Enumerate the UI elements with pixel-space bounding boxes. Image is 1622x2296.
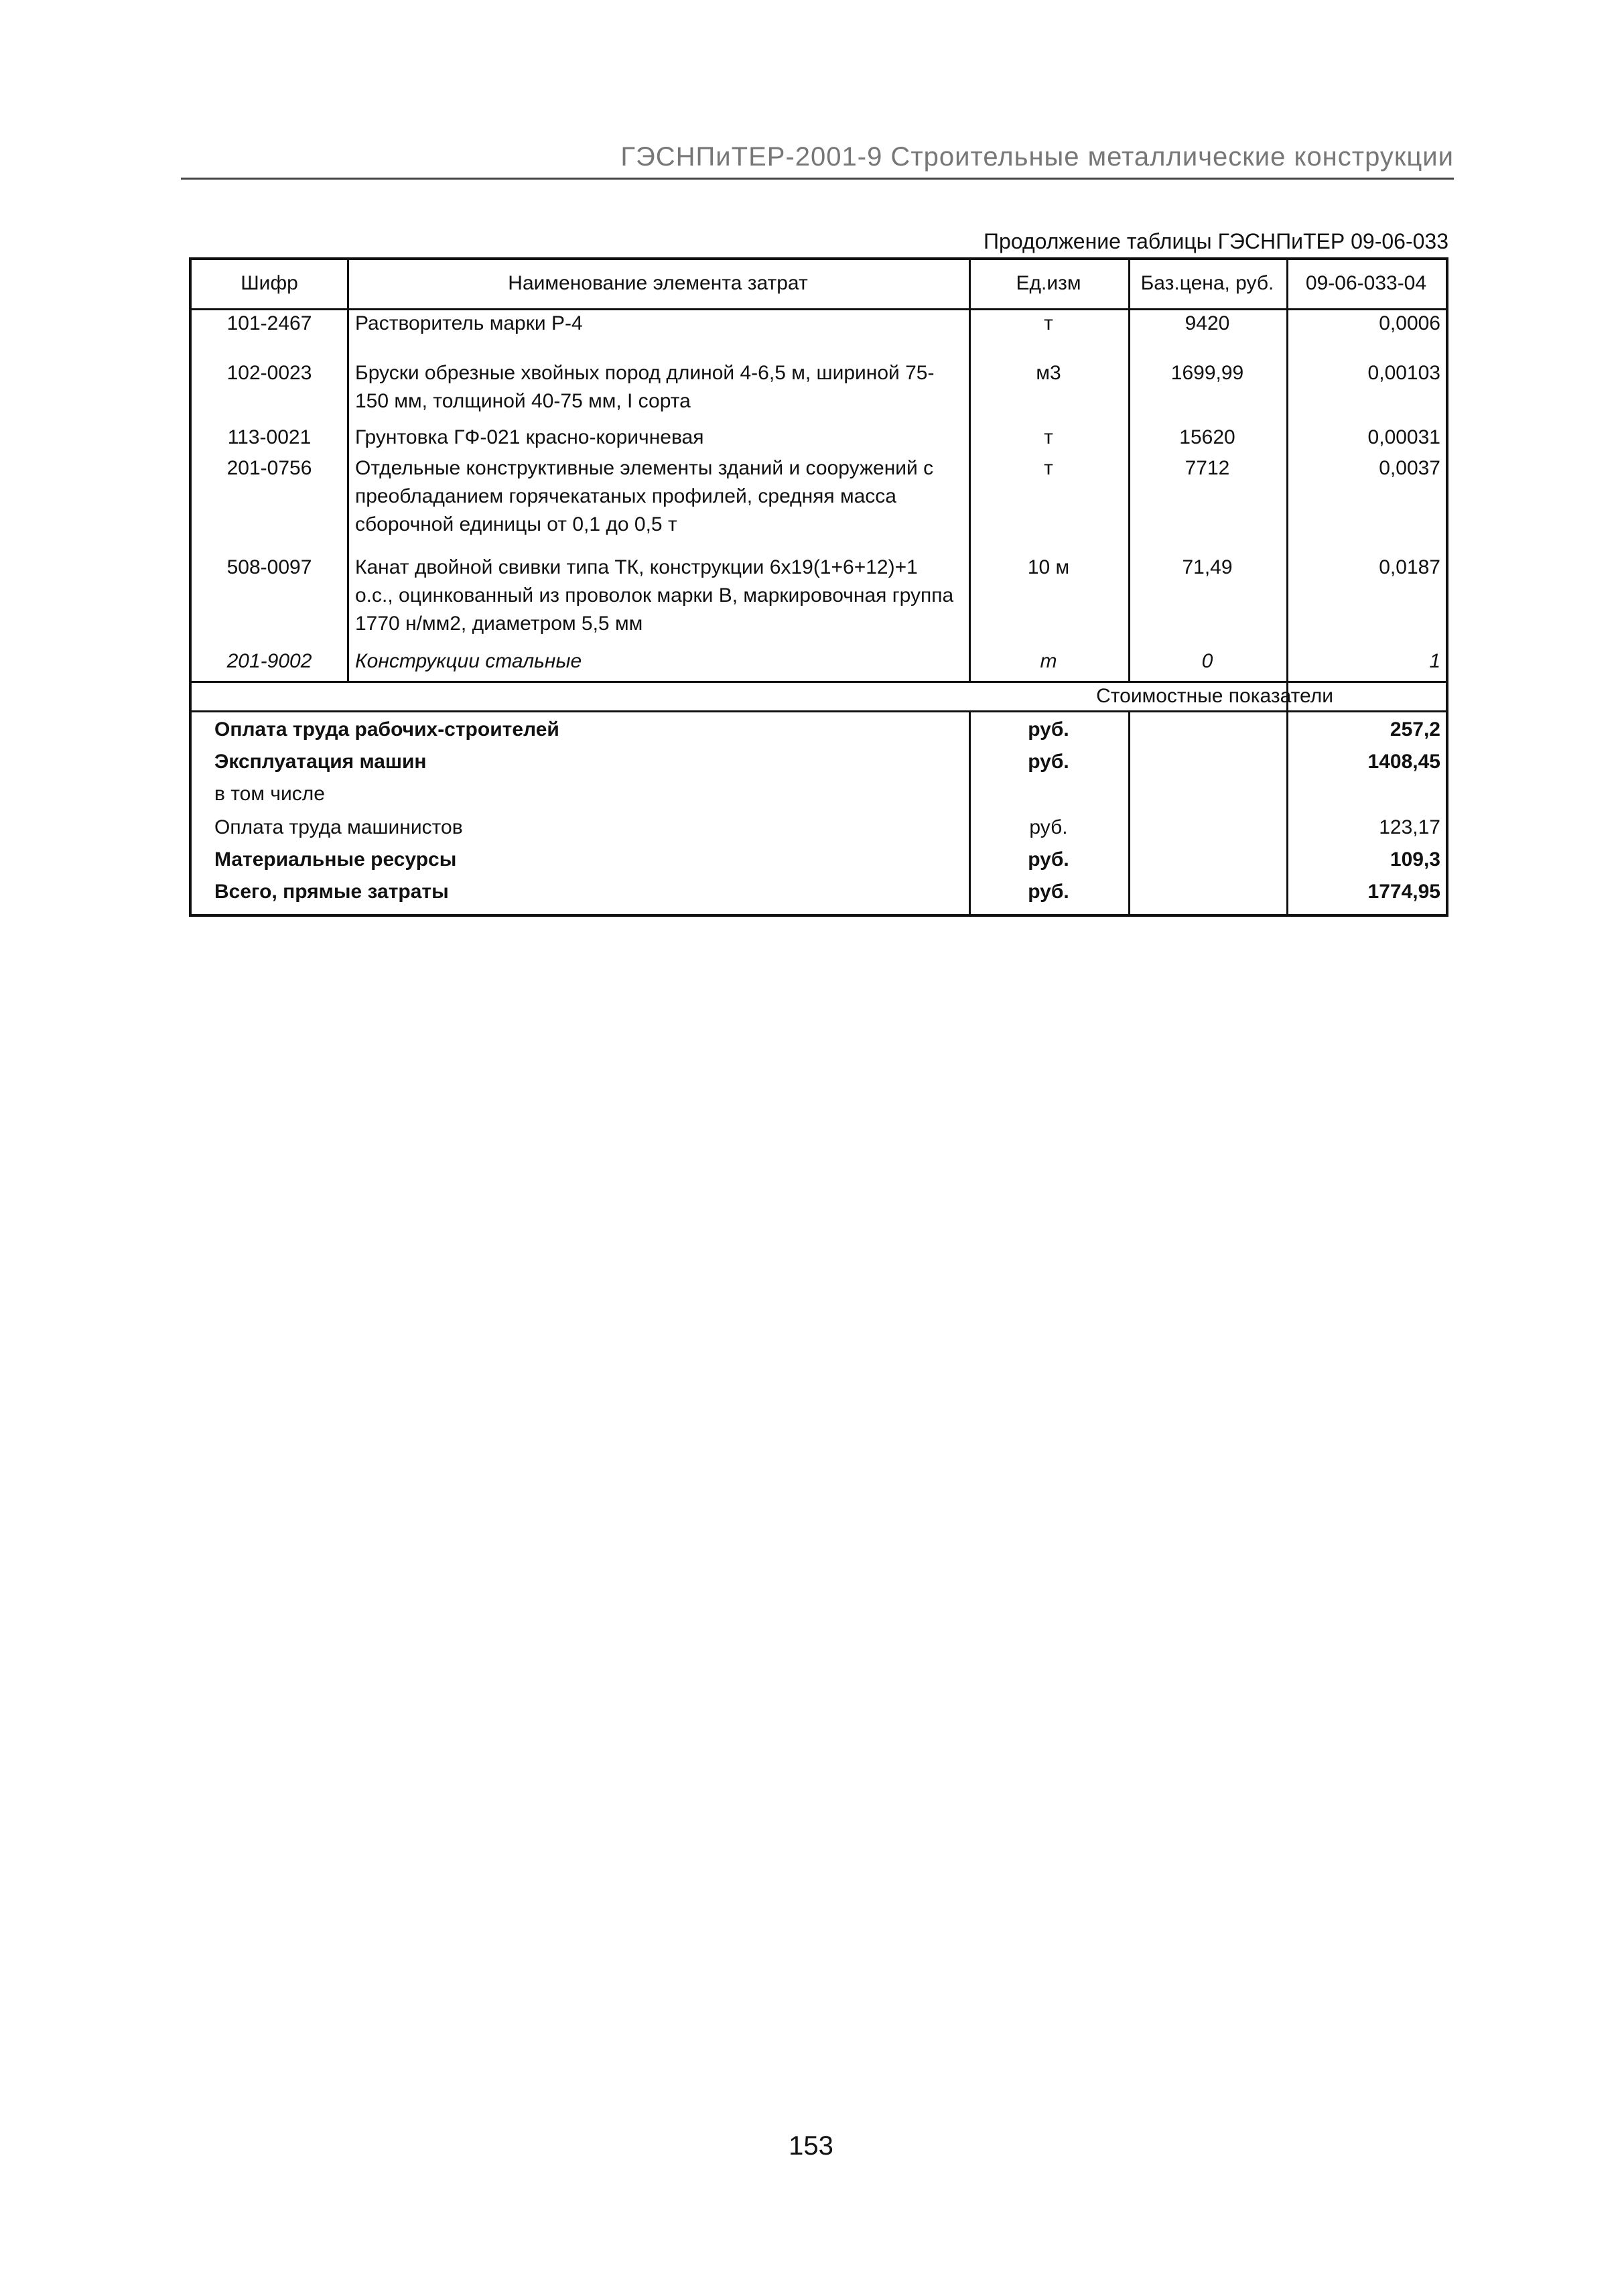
row-code: 102-0023	[226, 362, 312, 384]
col-header-name: Наименование элемента затрат	[508, 272, 808, 294]
table-caption: Продолжение таблицы ГЭСНПиТЕР 09-06-033	[984, 229, 1448, 253]
row-unit: т	[1040, 650, 1057, 672]
cost-value: 1408,45	[1367, 751, 1440, 773]
cost-value: 257,2	[1390, 718, 1440, 741]
row-code: 508-0097	[226, 556, 312, 578]
cost-section-label: Стоимостные показатели	[1096, 685, 1333, 707]
row-value: 0,0037	[1379, 457, 1440, 479]
row-code: 201-0756	[226, 457, 312, 479]
col-rule-1	[347, 260, 349, 681]
row-price: 7712	[1185, 457, 1230, 479]
cost-unit: руб.	[1028, 718, 1069, 741]
cost-unit: руб.	[1029, 816, 1068, 838]
row-price: 71,49	[1182, 556, 1233, 578]
section-bottom-rule	[192, 710, 1446, 712]
row-name: Конструкции стальные	[355, 650, 582, 672]
row-unit: 10 м	[1027, 556, 1070, 578]
cost-label: Оплата труда машинистов	[214, 816, 463, 838]
cost-value: 109,3	[1390, 848, 1440, 871]
cost-label: в том числе	[214, 783, 325, 805]
page-number: 153	[789, 2131, 833, 2161]
row-code: 113-0021	[227, 426, 312, 448]
col-header-value: 09-06-033-04	[1305, 272, 1427, 294]
row-unit: м3	[1036, 362, 1061, 384]
row-price: 0	[1201, 650, 1213, 672]
cost-label: Всего, прямые затраты	[214, 881, 449, 903]
row-value: 0,00103	[1367, 362, 1440, 384]
cost-label: Оплата труда рабочих-строителей	[214, 718, 559, 741]
resource-table	[189, 257, 1448, 917]
row-name: Бруски обрезные хвойных пород длиной 4-6,5 м, шириной 75-150 мм, толщиной 40-75 мм, I сорта	[355, 362, 935, 412]
row-price: 15620	[1179, 426, 1235, 448]
cost-label: Материальные ресурсы	[214, 848, 457, 871]
col-header-code: Шифр	[241, 272, 298, 294]
row-unit: т	[1044, 426, 1053, 448]
col-rule-3b	[1128, 710, 1130, 914]
row-name: Отдельные конструктивные элементы зданий и сооружений с преобладанием горячекатаных профилей, средняя масса сборочной единицы от 0,1 до 0,5 т	[355, 457, 934, 535]
row-name: Растворитель марки Р-4	[355, 312, 583, 334]
row-unit: т	[1044, 312, 1053, 334]
row-code: 101-2467	[226, 312, 312, 334]
row-code: 201-9002	[226, 650, 312, 672]
cost-unit: руб.	[1028, 848, 1069, 871]
row-value: 0,00031	[1367, 426, 1440, 448]
col-header-unit: Ед.изм	[1016, 272, 1081, 294]
cost-unit: руб.	[1028, 751, 1069, 773]
row-value: 1	[1429, 650, 1440, 672]
row-price: 9420	[1185, 312, 1230, 334]
row-value: 0,0187	[1379, 556, 1440, 578]
row-unit: т	[1044, 457, 1053, 479]
row-price: 1699,99	[1170, 362, 1244, 384]
row-value: 0,0006	[1379, 312, 1440, 334]
header-rule	[181, 178, 1454, 180]
cost-unit: руб.	[1028, 881, 1069, 903]
cost-label: Эксплуатация машин	[214, 751, 427, 773]
col-header-price: Баз.цена, руб.	[1140, 272, 1274, 294]
row-name: Канат двойной свивки типа ТК, конструкции 6х19(1+6+12)+1 о.с., оцинкованный из проволок марки В, маркировочная группа 1770 н/мм2, диаметром 5,5 мм	[355, 556, 954, 635]
running-header: ГЭСНПиТЕР-2001-9 Строительные металлические конструкции	[620, 142, 1454, 172]
cost-value: 1774,95	[1367, 881, 1440, 903]
row-name: Грунтовка ГФ-021 красно-коричневая	[355, 426, 704, 448]
cost-value: 123,17	[1379, 816, 1440, 838]
